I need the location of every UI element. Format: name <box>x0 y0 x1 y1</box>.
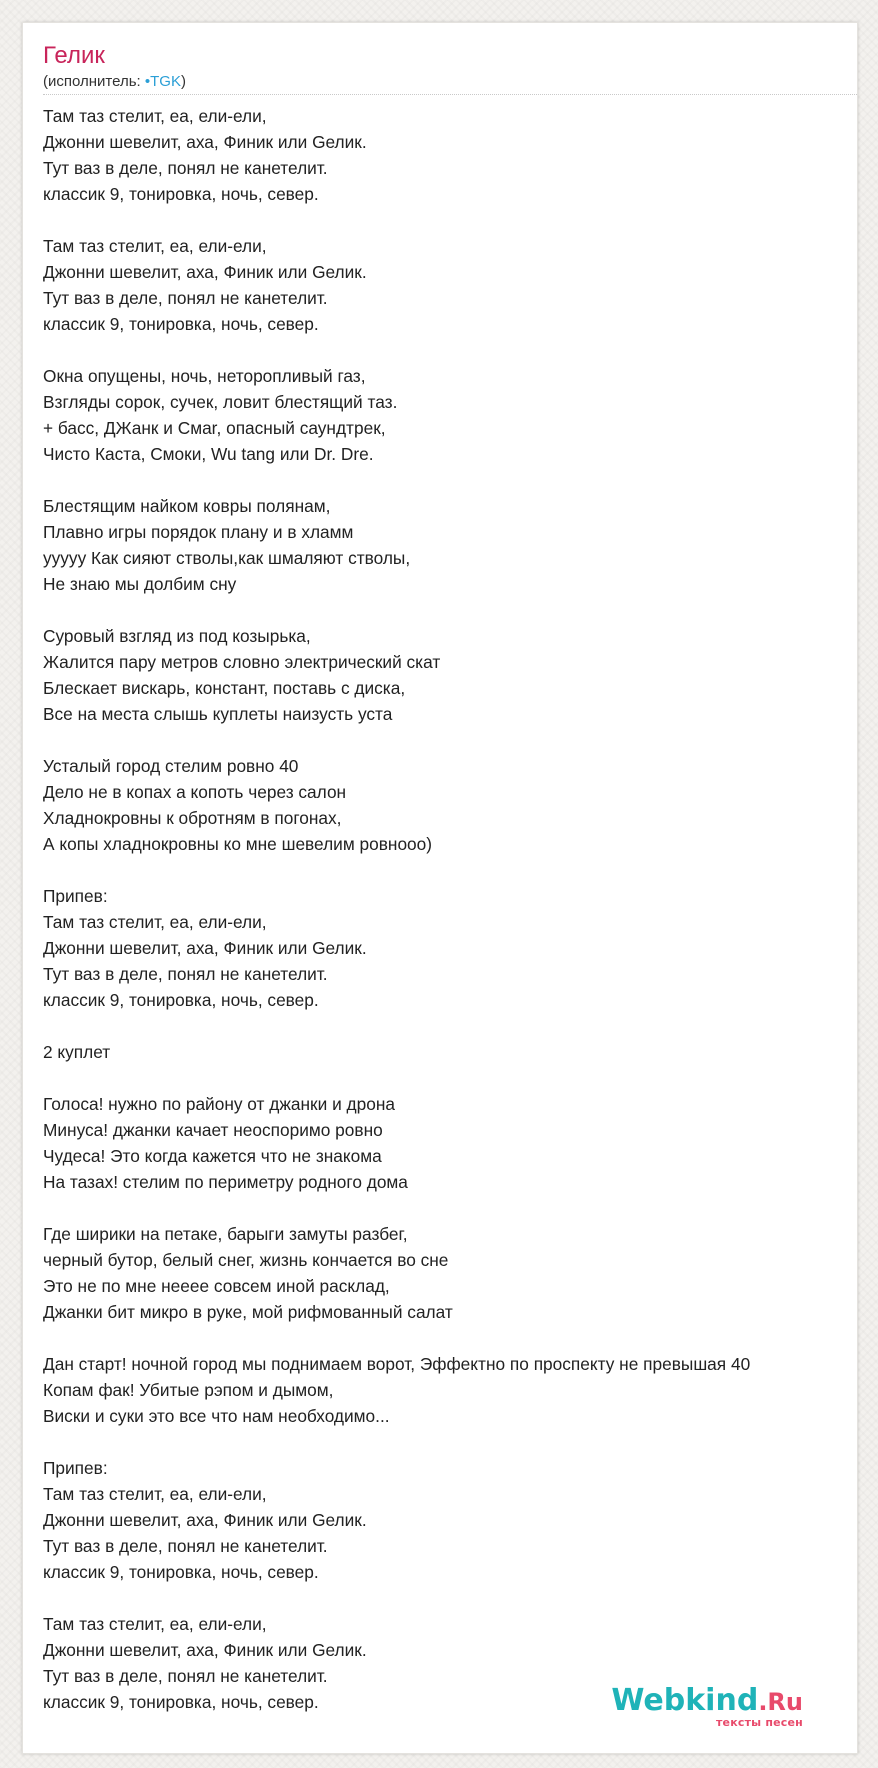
lyric-line: Тут ваз в деле, понял не канетелит. <box>43 964 328 984</box>
lyric-line: Тут ваз в деле, понял не канетелит. <box>43 1666 328 1686</box>
lyric-line: Голоса! нужно по району от джанки и дрона <box>43 1094 395 1114</box>
lyric-line: Это не по мне нееее совсем иной расклад, <box>43 1276 390 1296</box>
lyric-line: Взгляды сорок, сучек, ловит блестящий таз. <box>43 392 398 412</box>
artist-prefix: (исполнитель: <box>43 73 145 90</box>
lyric-line: Дан старт! ночной город мы поднимаем ворот, Эффектно по проспекту не превышая 40 <box>43 1354 751 1374</box>
lyric-blank-line <box>43 857 858 883</box>
lyric-line: классик 9, тонировка, ночь, север. <box>43 314 319 334</box>
lyric-line: Где ширики на петаке, барыги замуты разбег, <box>43 1224 408 1244</box>
lyric-line: Там таз стелит, еа, ели-ели, <box>43 912 267 932</box>
lyric-blank-line <box>43 1325 858 1351</box>
lyric-line: Минуса! джанки качает неоспоримо ровно <box>43 1120 383 1140</box>
lyric-blank-line <box>43 1065 858 1091</box>
site-logo[interactable] <box>611 1683 833 1733</box>
lyric-line: Все на места слышь куплеты наизусть уста <box>43 704 393 724</box>
lyric-line: Хладнокровны к обротням в погонах, <box>43 808 342 828</box>
lyric-line: Окна опущены, ночь, неторопливый газ, <box>43 366 366 386</box>
lyric-line: Джонни шевелит, аха, Финик или Gелик. <box>43 1640 367 1660</box>
lyric-blank-line <box>43 727 858 753</box>
lyric-line: Тут ваз в деле, понял не канетелит. <box>43 288 328 308</box>
lyric-line: Тут ваз в деле, понял не канетелит. <box>43 158 328 178</box>
lyric-blank-line <box>43 467 858 493</box>
lyric-line: Джонни шевелит, аха, Финик или Gелик. <box>43 132 367 152</box>
lyric-line: Не знаю мы долбим сну <box>43 574 237 594</box>
artist-suffix: ) <box>180 73 186 90</box>
logo-tld: .Ru <box>758 1688 803 1716</box>
lyric-line: Виски и суки это все что нам необходимо... <box>43 1406 390 1426</box>
lyric-blank-line <box>43 337 858 363</box>
lyric-line: Блескает вискарь, констант, поставь с диска, <box>43 678 406 698</box>
lyric-line: Джонни шевелит, аха, Финик или Gелик. <box>43 1510 367 1530</box>
lyric-line: Там таз стелит, еа, ели-ели, <box>43 1484 267 1504</box>
artist-link[interactable]: •TGK <box>144 73 181 90</box>
logo-wordmark <box>611 1683 803 1720</box>
lyric-blank-line <box>43 207 858 233</box>
lyric-line: Там таз стелит, еа, ели-ели, <box>43 106 267 126</box>
lyric-line: Жалится пару метров словно электрический скат <box>43 652 441 672</box>
lyric-line: черный бутор, белый снег, жизнь кончается во сне <box>43 1250 449 1270</box>
lyric-line: Джонни шевелит, аха, Финик или Gелик. <box>43 262 367 282</box>
lyric-line: Плавно игры порядок плану и в хламм <box>43 522 354 542</box>
lyrics-card <box>22 22 858 1754</box>
lyric-line: 2 куплет <box>43 1042 111 1062</box>
lyric-line: Копам фак! Убитые рэпом и дымом, <box>43 1380 334 1400</box>
lyric-line: Джанки бит микро в руке, мой рифмованный салат <box>43 1302 453 1322</box>
lyric-line: Там таз стелит, еа, ели-ели, <box>43 1614 267 1634</box>
lyric-line: Припев: <box>43 1458 108 1478</box>
lyric-blank-line <box>43 597 858 623</box>
lyric-line: + басс, ДЖанк и Cмаr, опасный саундтрек, <box>43 418 386 438</box>
lyric-line: Джонни шевелит, аха, Финик или Gелик. <box>43 938 367 958</box>
lyric-line: Дело не в копах а копоть через салон <box>43 782 347 802</box>
lyric-line: классик 9, тонировка, ночь, север. <box>43 1692 319 1712</box>
lyric-line: А копы хладнокровны ко мне шевелим ровнооо) <box>43 834 433 854</box>
lyric-line: ууууу Как сияют стволы,как шмаляют стволы, <box>43 548 411 568</box>
lyric-line: Припев: <box>43 886 108 906</box>
lyric-line: Блестящим найком ковры полянам, <box>43 496 331 516</box>
artist-line <box>43 73 186 91</box>
lyrics-text <box>43 103 858 1715</box>
lyric-line: Чудеса! Это когда кажется что не знакома <box>43 1146 382 1166</box>
lyric-line: классик 9, тонировка, ночь, север. <box>43 1562 319 1582</box>
logo-tagline: тексты песен <box>715 1716 803 1729</box>
lyric-line: На тазах! стелим по периметру родного дома <box>43 1172 408 1192</box>
lyric-line: Суровый взгляд из под козырька, <box>43 626 311 646</box>
song-title: Гелик <box>43 42 105 69</box>
lyric-line: классик 9, тонировка, ночь, север. <box>43 184 319 204</box>
lyric-line: Там таз стелит, еа, ели-ели, <box>43 236 267 256</box>
lyric-line: Чисто Каста, Смоки, Wu tang или Dr. Dre. <box>43 444 374 464</box>
lyric-line: Тут ваз в деле, понял не канетелит. <box>43 1536 328 1556</box>
logo-brand: Webkind <box>611 1683 759 1718</box>
lyric-blank-line <box>43 1429 858 1455</box>
lyric-line: Усталый город стелим ровно 40 <box>43 756 299 776</box>
lyric-blank-line <box>43 1013 858 1039</box>
lyric-blank-line <box>43 1585 858 1611</box>
title-divider <box>43 94 857 95</box>
lyric-line: классик 9, тонировка, ночь, север. <box>43 990 319 1010</box>
lyric-blank-line <box>43 1195 858 1221</box>
